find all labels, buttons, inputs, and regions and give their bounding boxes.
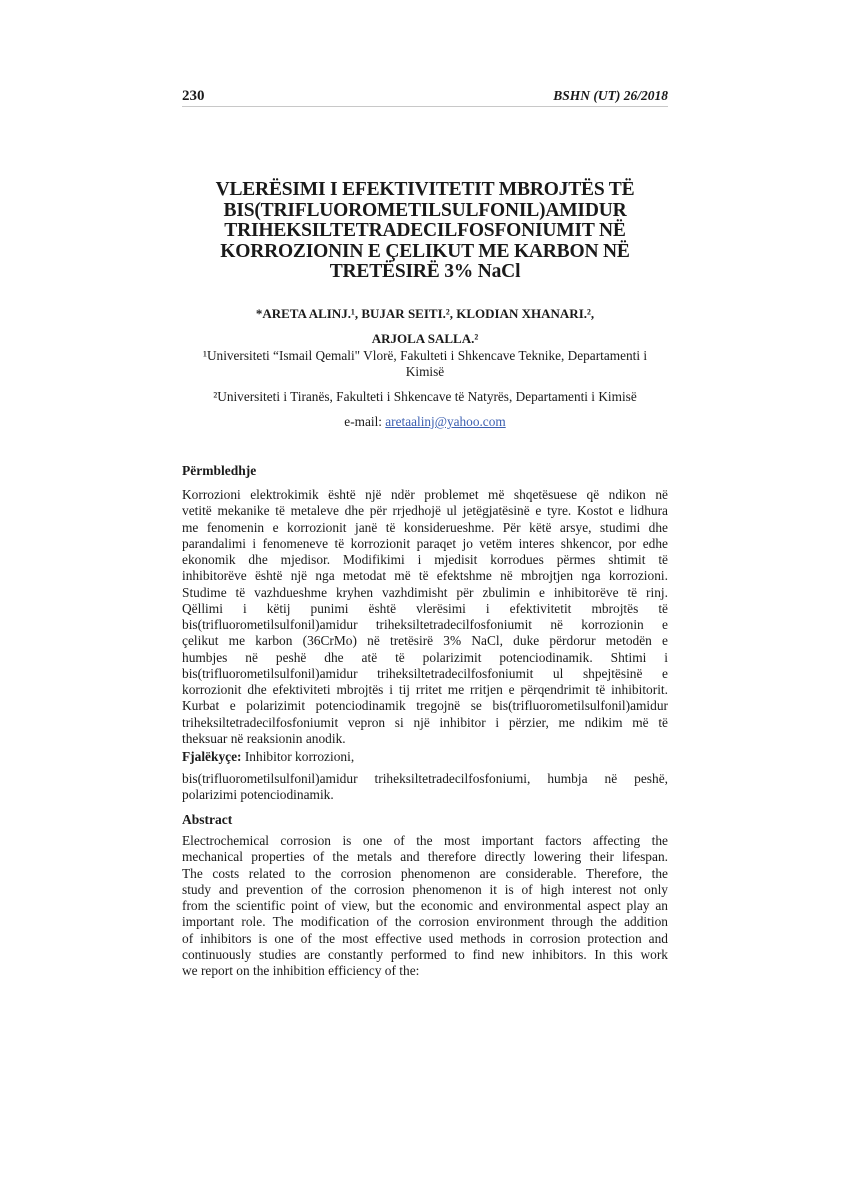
title-line: TRETËSIRË 3% NaCl — [329, 261, 521, 282]
text-line: humbjes në peshë dhe atë të polarizimit potenciodinamik. Shtimi i — [182, 649, 668, 665]
author-list — [182, 301, 668, 351]
title-line: TRIHEKSILTETRADECILFOSFONIUMIT NË — [224, 220, 626, 241]
text-line: Studime të vazhdueshme kryhen vazhdimisht për zbulimin e inhibitorëve të rinj. — [182, 584, 668, 600]
authors-line-2: ARJOLA SALLA.² — [371, 331, 479, 346]
text-line: bis(trifluorometilsulfonil)amidur triheksiltetradecilfosfoniumit në korrozionin e — [182, 617, 668, 633]
text-line: korrozionit dhe efektiviteti mbrojtës i tij rritet me rritjen e përqendrimit të inhibitorit. — [182, 682, 668, 698]
text-line: vetitë mekanike të metaleve dhe për rrjedhojë ul jetëgjatësinë e tyre. Kostot e lidhura — [182, 503, 668, 519]
text-line: mechanical properties of the metals and therefore directly lowering their lifespan. — [182, 849, 668, 865]
abstract-heading: Abstract — [182, 812, 233, 827]
text-line: The costs related to the corrosion phenomenon are considerable. Therefore, the — [182, 865, 668, 881]
text-line: çelikut me karbon (36CrMo) në tretësirë 3% NaCl, duke përdorur metodën e — [182, 633, 668, 649]
keywords-line-1 — [182, 749, 668, 765]
page-number: 230 — [182, 88, 205, 104]
text-line: inhibitorëve është një nga metodat më të efektshme në mbrojtjen nga korrozioni. — [182, 568, 668, 584]
keywords-label: Fjalëkyçe: — [182, 749, 242, 764]
text-line: study and prevention of the corrosion phenomenon it is of high interest not only — [182, 881, 668, 897]
keywords-continued — [182, 771, 668, 804]
text-line: Electrochemical corrosion is one of the most important factors affecting the — [182, 833, 668, 848]
title-line: KORROZIONIN E ÇELIKUT ME KARBON NË — [220, 240, 630, 262]
permbledhje-body — [182, 487, 668, 747]
abstract-body — [182, 833, 668, 979]
text-line: bis(trifluorometilsulfonil)amidur triheksiltetradecilfosfoniumi, humbja në peshë, — [182, 771, 668, 786]
text-line: Kurbat e polarizimit potenciodinamik tregojnë se bis(trifluorometilsulfonil)amidur — [182, 698, 668, 714]
email-link[interactable]: aretaalinj@yahoo.com — [385, 414, 506, 429]
paper-title — [182, 180, 668, 283]
text-line: from the scientific point of view, but the economic and environmental aspect play an — [182, 898, 668, 914]
email-line — [182, 414, 668, 430]
title-line: BIS(TRIFLUOROMETILSULFONIL)AMIDUR — [223, 199, 627, 221]
text-line: continuously studies are constantly performed to find new inhibitors. In this work — [182, 946, 668, 962]
text-line: ekonomik dhe mjedisor. Modifikimi i mjedisit korrodues përmes shtimit të — [182, 552, 668, 568]
text-line: polarizimi potenciodinamik. — [182, 787, 334, 803]
header-divider — [182, 106, 668, 107]
affiliation-1-line-2: Kimisë — [405, 363, 445, 379]
text-line: we report on the inhibition efficiency of the: — [182, 963, 420, 979]
text-line: parandalimi i fenomeneve të korrozionit paraqet jo vetëm interes shkencor, por edhe — [182, 535, 668, 551]
text-line: triheksiltetradecilfosfoniumit vepron si një inhibitor i përzier, me ndikim më të — [182, 714, 668, 730]
affiliation-2: ²Universiteti i Tiranës, Fakulteti i Shkencave të Natyrës, Departamenti i Kimisë — [213, 389, 637, 404]
affiliation-1 — [182, 348, 668, 379]
text-line: me fenomenin e korrozionit janë të konsiderueshme. Për këtë arsye, studimi dhe — [182, 519, 668, 535]
text-line: theksuar në reaksionin anodik. — [182, 730, 346, 746]
journal-citation: BSHN (UT) 26/2018 — [553, 88, 668, 103]
affiliation-1-line-1: ¹Universiteti “Ismail Qemali" Vlorë, Fakulteti i Shkencave Teknike, Departamenti i — [202, 348, 648, 363]
text-line: Qëllimi i këtij punimi është vlerësimi i efektivitetit mbrojtës të — [182, 600, 668, 616]
email-label: e-mail: — [344, 414, 386, 429]
title-line: VLERËSIMI I EFEKTIVITETIT MBROJTËS TË — [215, 179, 635, 200]
text-line: Korrozioni elektrokimik është një ndër problemet më shqetësuese që ndikon në — [182, 487, 668, 502]
text-line: bis(trifluorometilsulfonil)amidur triheksiltetradecilfosfoniumit ul shpejtësinë e — [182, 665, 668, 681]
text-line: of inhibitors is one of the most effective used methods in corrosion protection and — [182, 930, 668, 946]
text-line: important role. The modification of the corrosion environment through the addition — [182, 914, 668, 930]
running-header — [182, 88, 668, 108]
keywords-text: Inhibitor korrozioni, — [241, 749, 355, 764]
permbledhje-heading: Përmbledhje — [182, 463, 257, 478]
authors-line-1: *ARETA ALINJ.¹, BUJAR SEITI.², KLODIAN XHANARI.², — [255, 306, 595, 321]
